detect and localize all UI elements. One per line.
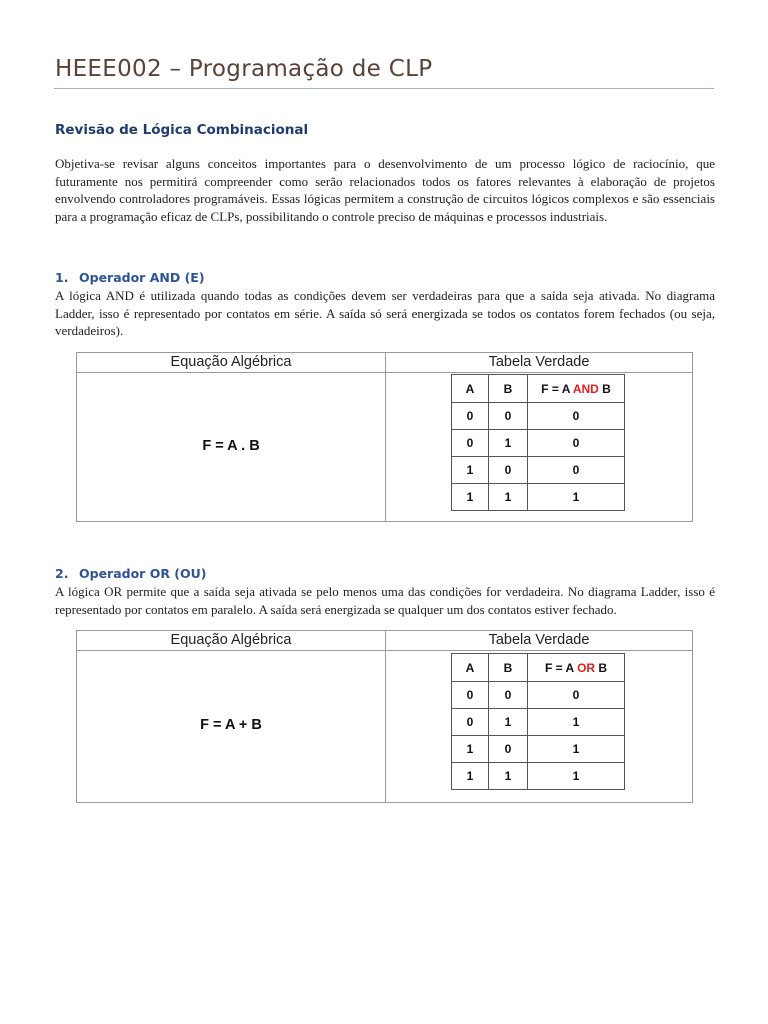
or-equation-header: Equação Algébrica [77, 631, 385, 651]
section-title: Revisão de Lógica Combinacional [55, 122, 309, 138]
or-op-label: OR [577, 660, 596, 675]
and-heading-number: 1. [55, 270, 69, 285]
cell-a: 0 [452, 709, 489, 736]
cell-a: 1 [452, 736, 489, 763]
cell-f: 1 [528, 484, 625, 511]
cell-a: 1 [452, 763, 489, 790]
cell-a: 0 [452, 430, 489, 457]
cell-b: 0 [489, 403, 528, 430]
f-suffix: B [595, 660, 608, 675]
table-row [452, 682, 625, 709]
col-header-f [528, 654, 625, 682]
truth-table-header-row [452, 375, 625, 403]
title-divider [54, 88, 714, 89]
and-equation: F = A . B [202, 438, 260, 454]
cell-a: 1 [452, 484, 489, 511]
cell-a: 0 [452, 682, 489, 709]
and-operator-heading [55, 270, 205, 285]
cell-f: 0 [528, 457, 625, 484]
cell-f: 0 [528, 682, 625, 709]
or-heading-text: Operador OR (OU) [79, 566, 207, 581]
truth-table-header-row [452, 654, 625, 682]
or-description: A lógica OR permite que a saída seja ativada se pelo menos uma das condições for verdadeira. No diagrama Ladder, isso é representado por contatos em paralelo. A saída será energizada se qualquer um dos contatos estiver fechado. [55, 584, 715, 617]
or-heading-number: 2. [55, 566, 69, 581]
table-row [452, 484, 625, 511]
and-operator-panel [76, 352, 693, 522]
f-prefix: F = A [541, 381, 573, 396]
cell-b: 1 [489, 484, 528, 511]
cell-b: 0 [489, 457, 528, 484]
col-header-a: A [452, 654, 489, 682]
intro-paragraph: Objetiva-se revisar alguns conceitos importantes para o desenvolvimento de um processo lógico de raciocínio, que futuramente nos permitirá compreender como serão relacionados todos os fatores relevantes à elaboração de projetos envolvendo controladores programáveis. Essas lógicas permitem a construção de circuitos lógicos complexos e são essenciais para a programação eficaz de CLPs, possibilitando o controle preciso de máquinas e processos industriais. [55, 156, 715, 224]
table-row [452, 430, 625, 457]
cell-b: 1 [489, 709, 528, 736]
cell-f: 0 [528, 430, 625, 457]
cell-b: 1 [489, 430, 528, 457]
cell-b: 0 [489, 682, 528, 709]
or-truth-table [451, 653, 625, 790]
cell-f: 1 [528, 736, 625, 763]
or-operator-heading [55, 566, 207, 581]
and-truth-table-header: Tabela Verdade [386, 353, 692, 373]
or-equation: F = A + B [200, 717, 262, 733]
table-row [452, 763, 625, 790]
col-header-a: A [452, 375, 489, 403]
cell-f: 1 [528, 763, 625, 790]
or-panel-divider [385, 631, 386, 802]
col-header-b: B [489, 375, 528, 403]
document-title: HEEE002 – Programação de CLP [55, 56, 433, 82]
cell-a: 1 [452, 457, 489, 484]
and-truth-table [451, 374, 625, 511]
cell-b: 1 [489, 763, 528, 790]
table-row [452, 403, 625, 430]
cell-a: 0 [452, 403, 489, 430]
or-operator-panel [76, 630, 693, 803]
and-panel-divider [385, 353, 386, 521]
col-header-b: B [489, 654, 528, 682]
and-heading-text: Operador AND (E) [79, 270, 205, 285]
f-prefix: F = A [544, 660, 578, 675]
f-suffix: B [598, 381, 611, 396]
and-description: A lógica AND é utilizada quando todas as condições devem ser verdadeiras para que a saída seja ativada. No diagrama Ladder, isso é representado por contatos em série. A saída só será energizada se todos os contatos forem fechados (ou seja, verdadeiros). [55, 288, 715, 338]
table-row [452, 736, 625, 763]
col-header-f [528, 375, 625, 403]
or-truth-table-header: Tabela Verdade [386, 631, 692, 651]
cell-f: 1 [528, 709, 625, 736]
table-row [452, 457, 625, 484]
table-row [452, 709, 625, 736]
and-op-label: AND [572, 381, 599, 396]
cell-f: 0 [528, 403, 625, 430]
cell-b: 0 [489, 736, 528, 763]
and-equation-header: Equação Algébrica [77, 353, 385, 373]
